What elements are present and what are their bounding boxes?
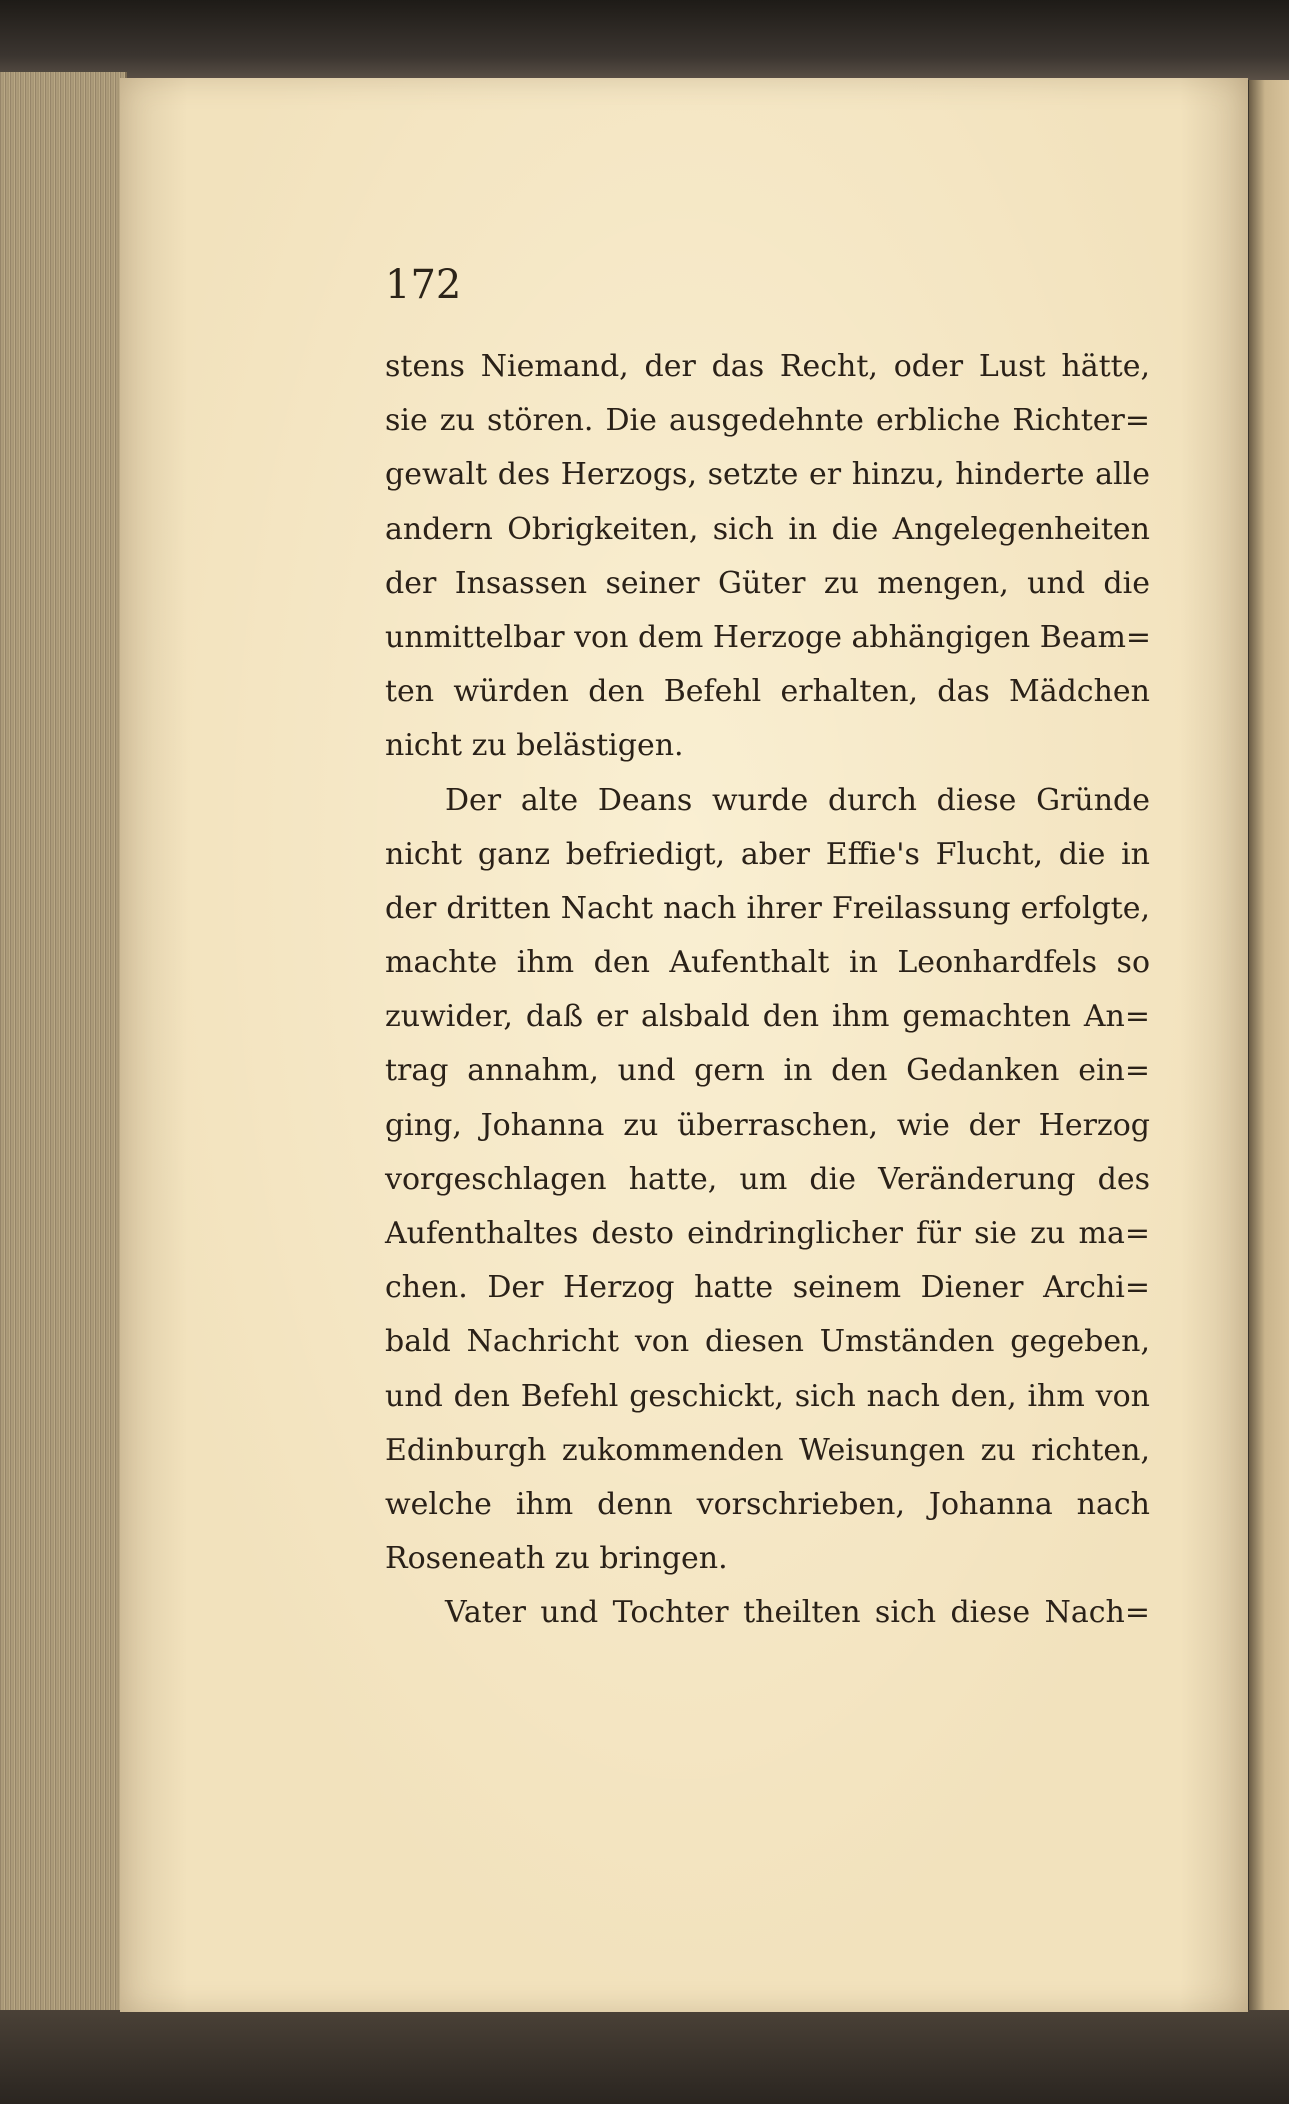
- text-line: ten würden den Befehl erhalten, das Mädchen: [385, 674, 1150, 710]
- facing-page-edge: [1249, 80, 1289, 2020]
- text-line: bald Nachricht von diesen Umständen gegeben,: [385, 1324, 1150, 1360]
- text-line: Vater und Tochter theilten sich diese Nach=: [445, 1595, 1150, 1631]
- text-line: machte ihm den Aufenthalt in Leonhardfels so: [385, 945, 1150, 981]
- text-line: trag annahm, und gern in den Gedanken ein=: [385, 1053, 1150, 1089]
- scan-bottom-edge: [0, 2010, 1289, 2104]
- text-line: nicht ganz befriedigt, aber Effie's Flucht, die in: [385, 836, 1150, 872]
- text-line: ging, Johanna zu überraschen, wie der Herzog: [385, 1107, 1150, 1143]
- text-line: andern Obrigkeiten, sich in die Angelegenheiten: [385, 511, 1150, 547]
- page-stack-edges: [0, 72, 127, 2104]
- text-line: Aufenthaltes desto eindringlicher für sie zu ma=: [385, 1216, 1150, 1251]
- text-line: stens Niemand, der das Recht, oder Lust hätte,: [385, 349, 1150, 384]
- text-line: welche ihm denn vorschrieben, Johanna nach: [385, 1486, 1150, 1522]
- text-line: der dritten Nacht nach ihrer Freilassung erfolgte,: [385, 890, 1150, 926]
- text-line: und den Befehl geschickt, sich nach den, ihm von: [385, 1378, 1150, 1414]
- text-line: vorgeschlagen hatte, um die Veränderung des: [385, 1161, 1150, 1197]
- text-line: zuwider, daß er alsbald den ihm gemachten An=: [385, 999, 1150, 1035]
- text-line: chen. Der Herzog hatte seinem Diener Archi=: [385, 1270, 1150, 1306]
- page-text: [385, 340, 1150, 1641]
- text-line: Edinburgh zukommenden Weisungen zu richten,: [385, 1432, 1150, 1468]
- text-line: Der alte Deans wurde durch diese Gründe: [445, 782, 1150, 818]
- text-line: nicht zu belästigen.: [385, 728, 684, 764]
- text-line: unmittelbar von dem Herzoge abhängigen Beam=: [385, 619, 1152, 655]
- scan-top-edge: [0, 0, 1289, 80]
- page-number: 172: [385, 262, 462, 308]
- text-line: der Insassen seiner Güter zu mengen, und die: [385, 565, 1150, 601]
- text-line: gewalt des Herzogs, setzte er hinzu, hinderte alle: [385, 457, 1150, 493]
- text-line: sie zu stören. Die ausgedehnte erbliche Richter=: [385, 403, 1150, 439]
- text-line: Roseneath zu bringen.: [385, 1541, 728, 1577]
